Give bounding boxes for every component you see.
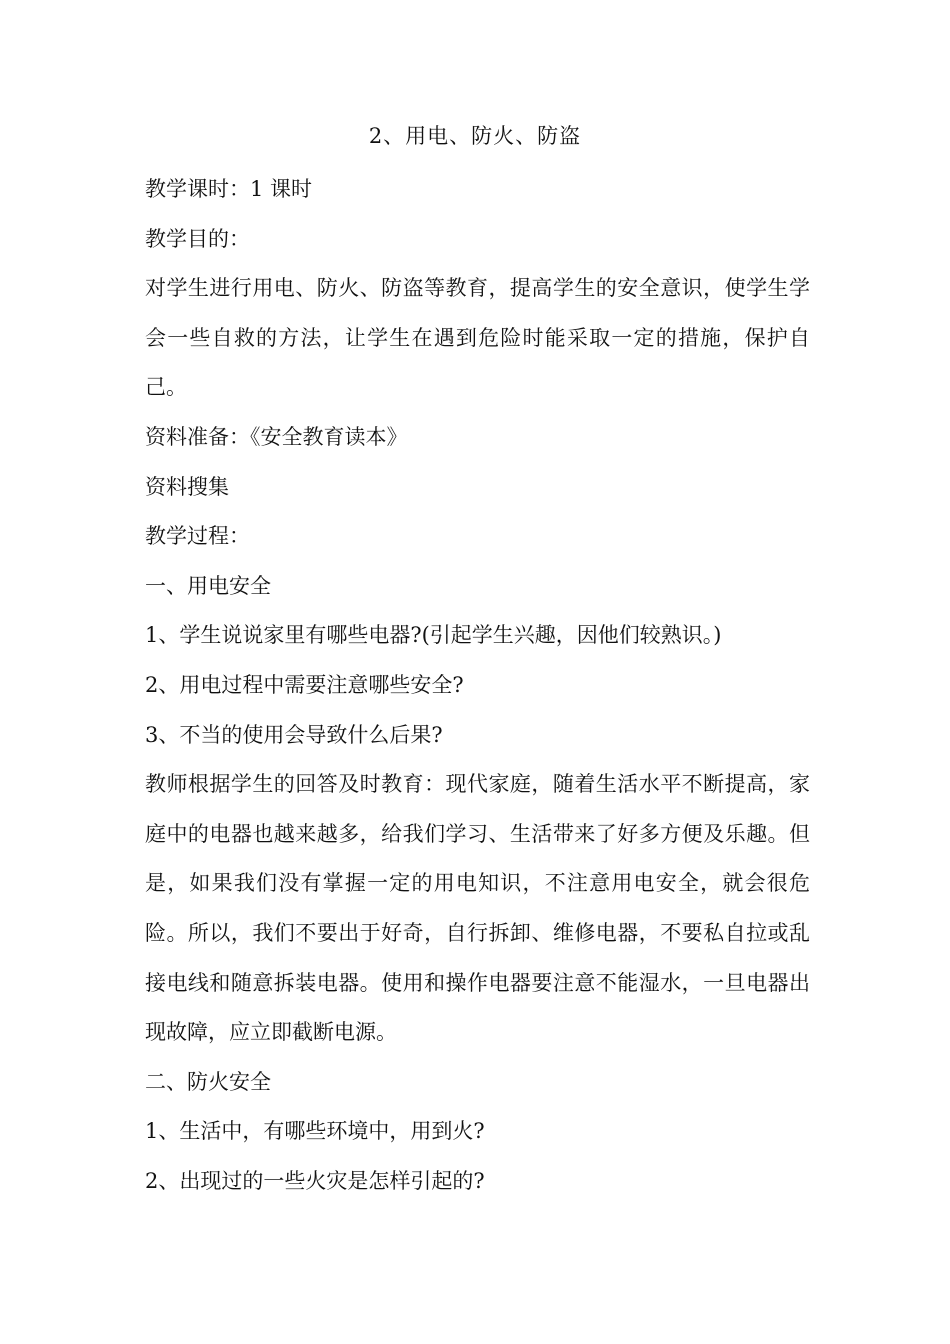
section-fire-safety-heading: 二、防火安全 xyxy=(145,1069,271,1094)
materials-line: 资料准备：《安全教育读本》 xyxy=(145,424,408,449)
teacher-education-paragraph: 教师根据学生的回答及时教育：现代家庭，随着生活水平不断提高，家庭中的电器也越来越多，给我们学习、生活带来了好多方便及乐趣。但是，如果我们没有掌握一定的用电知识，不注意用电安全，就会很危险。所以，我们不要出于好奇，自行拆卸、维修电器，不要私自拉或乱接电线和随意拆装电器。使用和操作电器要注意不能湿水，一旦电器出现故障，应立即截断电源。 xyxy=(145,772,810,1045)
electric-question-2: 2、用电过程中需要注意哪些安全? xyxy=(145,672,464,697)
teaching-process-heading: 教学过程： xyxy=(145,524,250,549)
section-electric-safety-heading: 一、用电安全 xyxy=(145,573,271,598)
document-title: 2、用电、防火、防盗 xyxy=(368,124,582,148)
materials-collection-line: 资料搜集 xyxy=(145,474,229,499)
fire-question-2: 2、出现过的一些火灾是怎样引起的? xyxy=(145,1168,485,1193)
class-hours-line: 教学课时：1 课时 xyxy=(145,177,313,201)
fire-question-1: 1、生活中，有哪些环境中，用到火? xyxy=(145,1119,485,1144)
teaching-goal-heading: 教学目的： xyxy=(145,226,250,251)
teaching-goal-paragraph: 对学生进行用电、防火、防盗等教育，提高学生的安全意识，使学生学会一些自救的方法，让学生在遇到危险时能采取一定的措施，保护自己。 xyxy=(145,276,810,400)
document-body xyxy=(145,165,810,1206)
electric-question-1: 1、学生说说家里有哪些电器?(引起学生兴趣，因他们较熟识。) xyxy=(145,623,722,648)
electric-question-3: 3、不当的使用会导致什么后果? xyxy=(145,722,443,747)
